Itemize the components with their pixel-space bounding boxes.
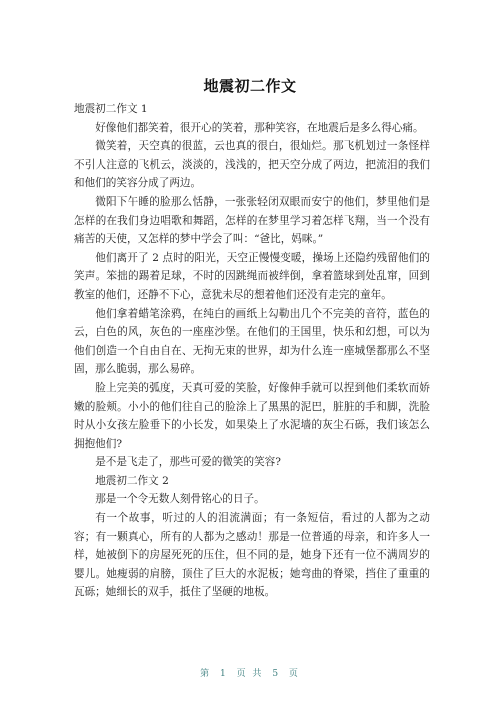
section-heading-1: 地震初二作文 1 (74, 103, 148, 115)
document-title: 地震初二作文 (203, 77, 297, 95)
paragraph: 他们离开了 2 点时的阳光，天空正慢慢变暖，操场上还隐约残留他们的笑声。笨拙的踢着足球，不时的因跳绳而被绊倒，拿着篮球到处乱窜，回到教室的他们，还静不下心，意犹未尽的想着他们还没有走完的童年。 (74, 251, 430, 301)
paragraph: 那是一个令无数人刻骨铭心的日子。 (95, 493, 265, 506)
paragraph: 微阳下午睡的脸那么恬静，一张张轻闭双眼而安宁的他们，梦里他们是怎样的在我们身边唱歌和舞蹈，怎样的在梦里学习着怎样飞翔，当一个没有痛苦的天使，又怎样的梦中学会了叫：“爸比，妈咪。” (74, 195, 430, 246)
paragraph: 微笑着，天空真的很蓝，云也真的很白，很灿烂。那飞机划过一条怪样不引人注意的飞机云，淡淡的，浅浅的，把天空分成了两边，把流泪的我们和他们的笑容分成了两边。 (74, 140, 430, 190)
page-total: 5 (272, 669, 281, 679)
paragraph: 好像他们都笑着，很开心的笑着，那种笑容，在地震后是多么得心痛。 (95, 121, 424, 134)
paragraph: 有一个故事，听过的人的泪流满面；有一条短信，看过的人都为之动容；有一颗真心，所有的人都为之感动！那是一位普通的母亲，和许多人一样，她被倒下的房屋死死的压住，但不同的是，她身下还有一位不满周岁的婴儿。她瘦弱的肩膀，顶住了巨大的水泥板；她弯曲的脊梁，挡住了重重的瓦砾；她细长的双手，抵住了坚硬的地板。 (74, 512, 430, 599)
page-number: 1 (219, 669, 228, 679)
paragraph: 脸上完美的弧度，天真可爱的笑脸，好像伸手就可以捏到他们柔软而娇嫩的脸颊。小小的他们往自己的脸涂上了黑黑的泥巴，脏脏的手和脚，洗脸时从小女孩左脸垂下的小长发，如果染上了水泥墙的灰尘石砾，我们该怎么拥抱他们? (74, 381, 430, 450)
paragraph: 他们拿着蜡笔涂鸦，在纯白的画纸上勾勒出几个不完美的音符，蓝色的云，白色的风，灰色的一座座沙堡。在他们的王国里，快乐和幻想，可以为他们创造一个自由自在、无拘无束的世界，却为什么连一座城堡都那么不坚固，那么脆弱，那么易碎。 (74, 307, 430, 376)
page-label-prefix: 第 (200, 669, 212, 679)
document-body (74, 100, 430, 602)
section-heading-2: 地震初二作文 2 (95, 474, 169, 487)
page-label-suffix: 页 (288, 669, 300, 679)
page-label-mid: 页 共 (236, 669, 264, 679)
page-footer (0, 668, 500, 680)
paragraph: 是不是飞走了，那些可爱的微笑的笑容? (95, 456, 281, 469)
